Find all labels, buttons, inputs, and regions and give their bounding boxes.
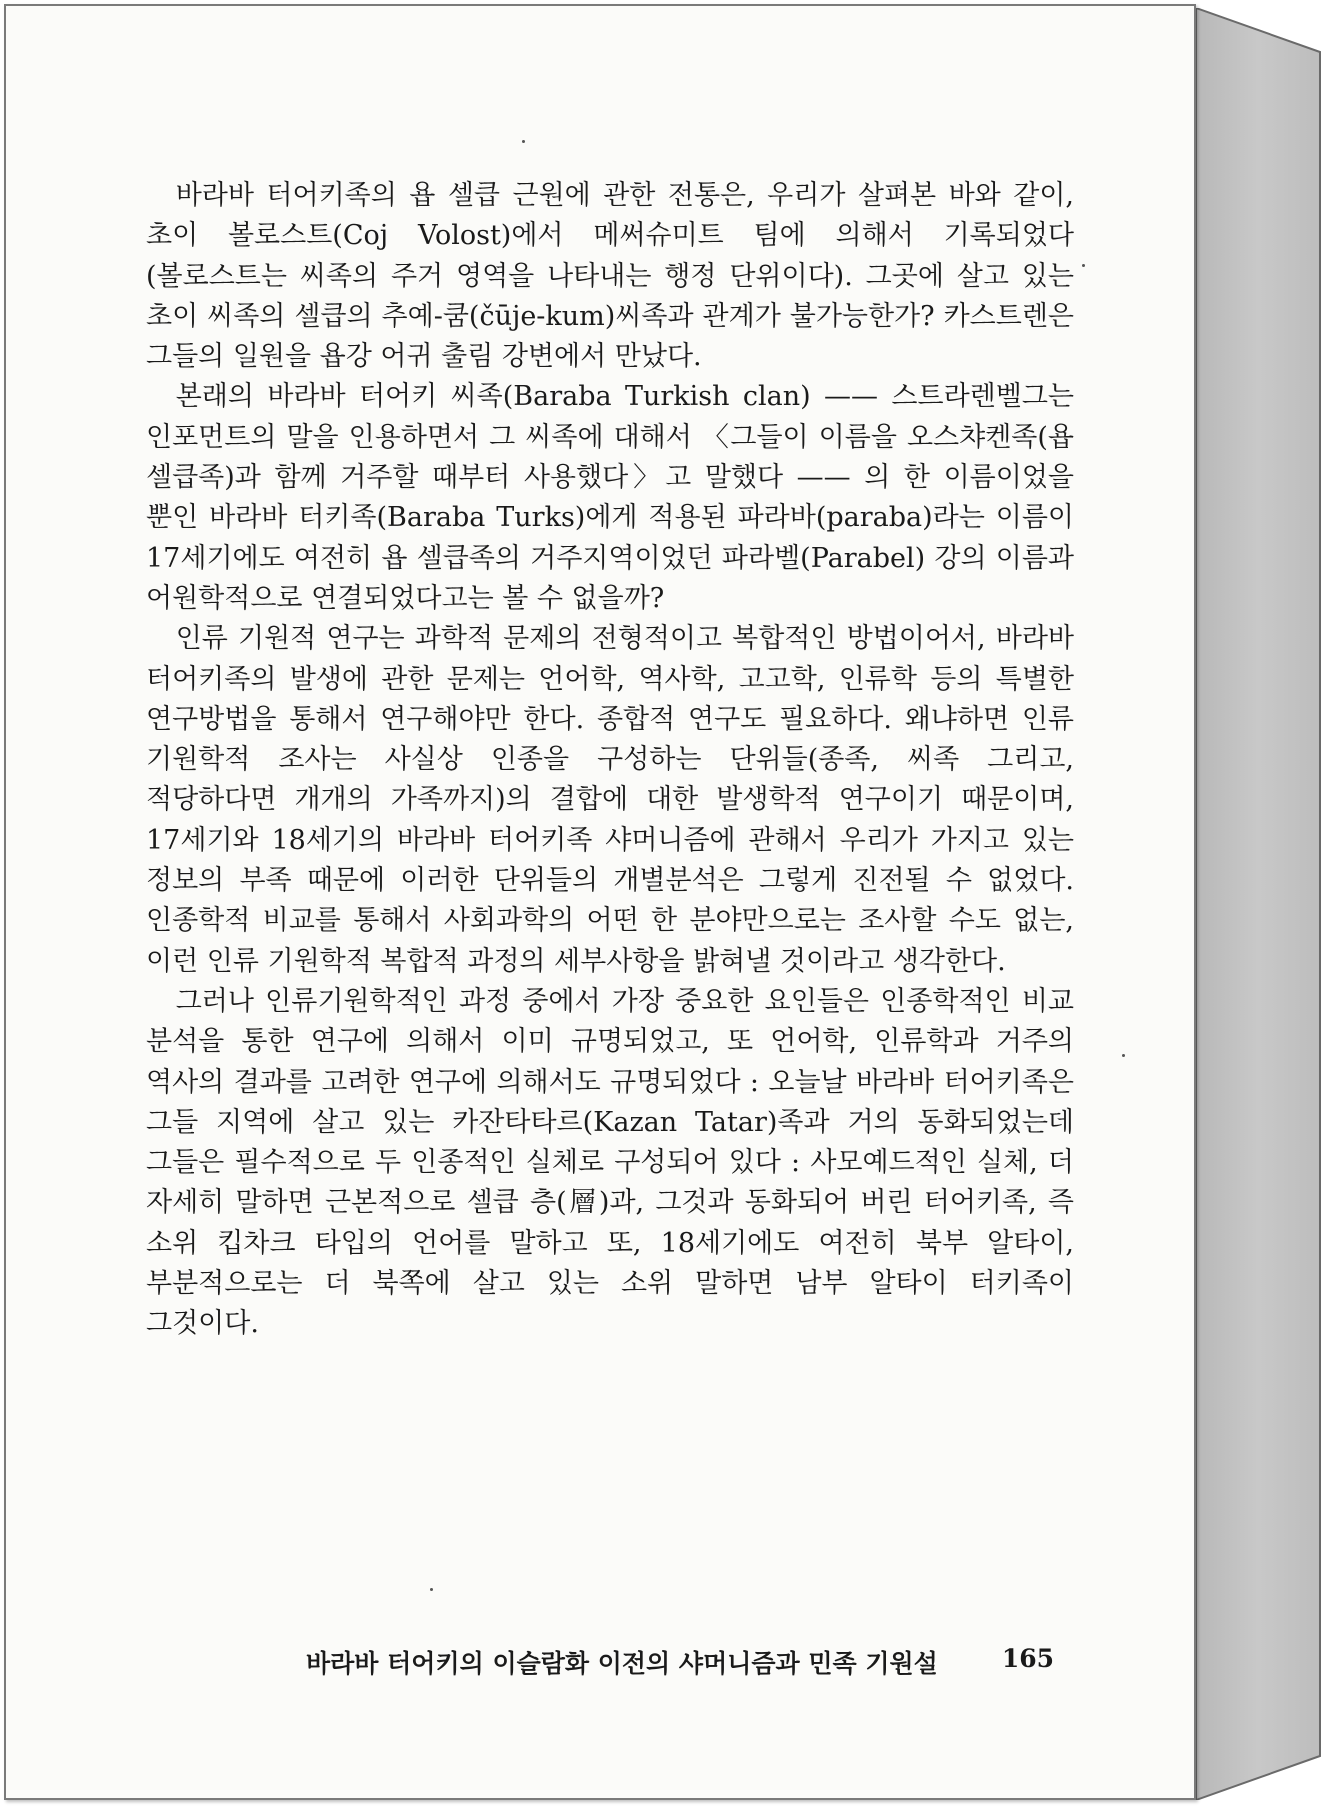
running-footer: 바라바 터어키의 이슬람화 이전의 샤머니즘과 민족 기원설	[306, 1649, 938, 1678]
dust-speck	[522, 140, 525, 143]
book-page-edge	[1196, 8, 1324, 1800]
dust-speck	[1122, 1054, 1125, 1057]
paragraph-4: 그러나 인류기원학적인 과정 중에서 가장 중요한 요인들은 인종학적인 비교 분석을 통한 연구에 의해서 이미 규명되었고, 또 언어학, 인류학과 거주의 역사의 결과를 고려한 연구에 의해서도 규명되었다 : 오늘날 바라바 터어키족은 그들 지역에 살고 있는 카잔타타르(Kazan Tatar)족과 거의 동화되었는데 그들은 필수적으로 두 인종적인 실체로 구성되어 있다 : 사모예드적인 실체, 더 자세히 말하면 근본적으로 셀큽 층(層)과, 그것과 동화되어 버린 터어키족, 즉 소위 킵차크 타입의 언어를 말하고 또, 18세기에도 여전히 북부 알타이, 부분적으로는 더 북쪽에 살고 있는 소위 말하면 남부 알타이 터키족이 그것이다.	[146, 985, 1074, 1340]
dust-speck	[1082, 264, 1085, 267]
paragraph-2: 본래의 바라바 터어키 씨족(Baraba Turkish clan) —— 스트라렌벨그는 인포먼트의 말을 인용하면서 그 씨족에 대해서 〈그들이 이름을 오스챠켄족(욥 셀큽족)과 함께 거주할 때부터 사용했다〉고 말했다 —— 의 한 이름이었을 뿐인 바라바 터키족(Baraba Turks)에게 적용된 파라바(paraba)라는 이름이 17세기에도 여전히 욥 셀큽족의 거주지역이었던 파라벨(Parabel) 강의 이름과 어원학적으로 연결되었다고는 볼 수 없을까?	[146, 381, 1074, 614]
body-text	[146, 176, 1074, 1345]
paragraph-3: 인류 기원적 연구는 과학적 문제의 전형적이고 복합적인 방법이어서, 바라바 터어키족의 발생에 관한 문제는 언어학, 역사학, 고고학, 인류학 등의 특별한 연구방법을 통해서 연구해야만 한다. 종합적 연구도 필요하다. 왜냐하면 인류 기원학적 조사는 사실상 인종을 구성하는 단위들(종족, 씨족 그리고, 적당하다면 개개의 가족까지)의 결합에 대한 발생학적 연구이기 때문이며, 17세기와 18세기의 바라바 터어키족 샤머니즘에 관해서 우리가 가지고 있는 정보의 부족 때문에 이러한 단위들의 개별분석은 그렇게 진전될 수 없었다. 인종학적 비교를 통해서 사회과학의 어떤 한 분야만으로는 조사할 수도 없는, 이런 인류 기원학적 복합적 과정의 세부사항을 밝혀낼 것이라고 생각한다.	[146, 623, 1074, 977]
dust-speck	[430, 1588, 433, 1591]
page-footer	[306, 1644, 1054, 1680]
book-page	[4, 4, 1196, 1800]
paragraph-1: 바라바 터어키족의 욥 셀큽 근원에 관한 전통은, 우리가 살펴본 바와 같이, 초이 볼로스트(Coj Volost)에서 메써슈미트 팀에 의해서 기록되었다(볼로스트는 씨족의 주거 영역을 나타내는 행정 단위이다). 그곳에 살고 있는 초이 씨족의 셀큽의 추예-쿰(čūje-kum)씨족과 관계가 불가능한가? 카스트렌은 그들의 일원을 욥강 어귀 출림 강변에서 만났다.	[146, 180, 1074, 373]
page-number: 165	[1001, 1644, 1054, 1673]
